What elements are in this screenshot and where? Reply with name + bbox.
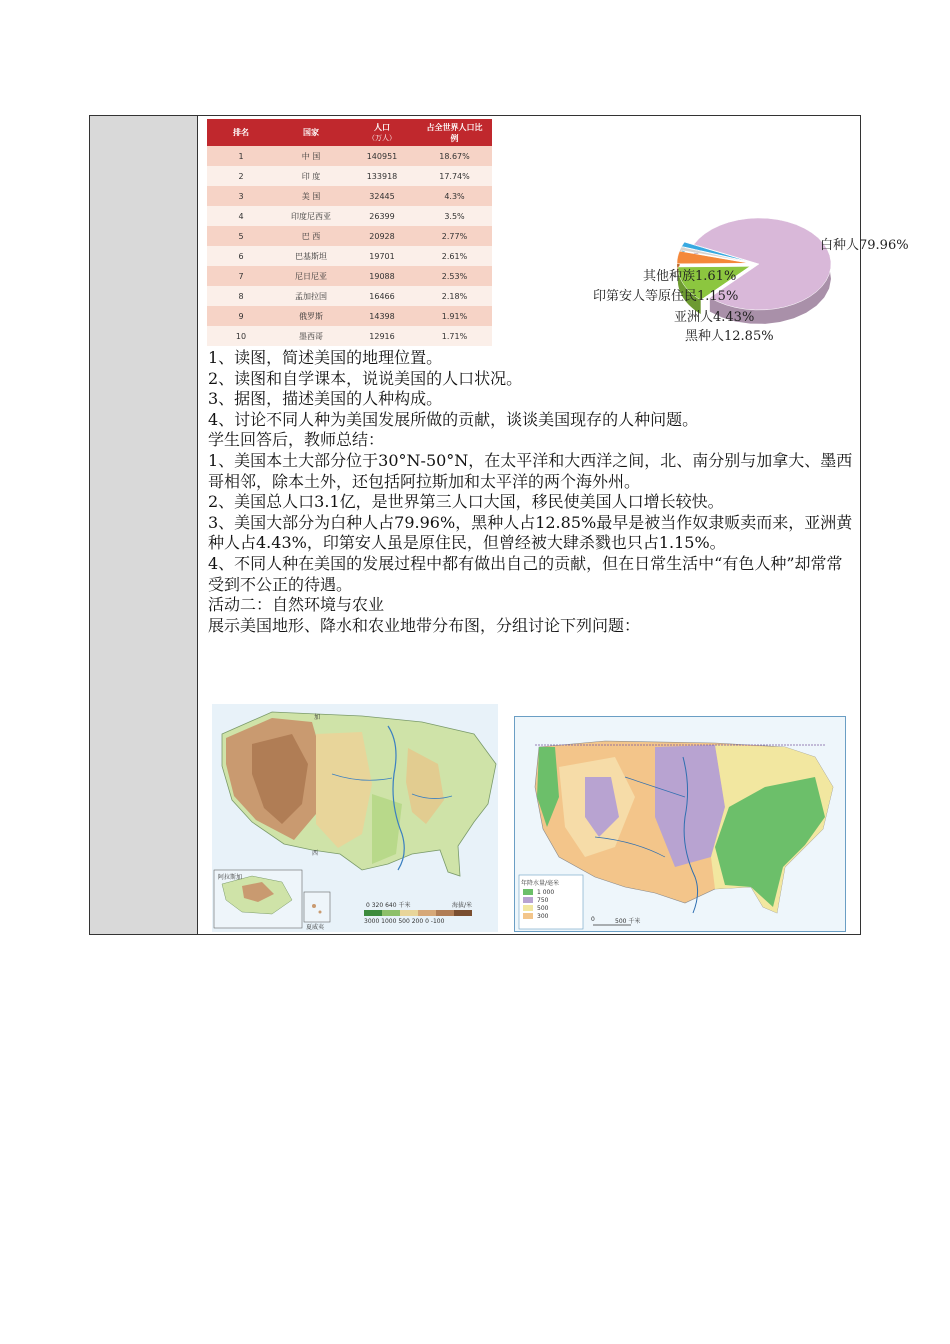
cell-rank: 6 xyxy=(207,246,275,266)
cell-population: 14398 xyxy=(347,306,417,326)
cell-share: 4.3% xyxy=(417,186,492,206)
answer-4: 4、不同人种在美国的发展过程中都有做出自己的贡献，但在日常生活中“有色人种”却常常受到不公正的待遇。 xyxy=(208,553,843,594)
cell-population: 133918 xyxy=(347,166,417,186)
header-share-line1: 占全世界人口比 xyxy=(426,122,483,132)
cell-rank: 3 xyxy=(207,186,275,206)
cell-population: 19701 xyxy=(347,246,417,266)
header-share xyxy=(417,119,492,146)
cell-rank: 1 xyxy=(207,146,275,166)
header-share-line2: 例 xyxy=(450,133,459,143)
terrain-elevation-title: 海拔/米 xyxy=(452,902,473,909)
pie-label-asian: 亚洲人4.43% xyxy=(674,310,755,325)
precip-legend-500: 500 xyxy=(537,905,549,912)
cell-share: 17.74% xyxy=(417,166,492,186)
cell-share: 1.91% xyxy=(417,306,492,326)
cell-population: 26399 xyxy=(347,206,417,226)
cell-population: 140951 xyxy=(347,146,417,166)
lesson-text xyxy=(208,348,853,636)
precip-legend-300: 300 xyxy=(537,913,549,920)
precip-map-graphic xyxy=(515,717,846,932)
answer-2: 2、美国总人口3.1亿，是世界第三人口大国，移民使美国人口增长较快。 xyxy=(208,492,724,512)
table-row xyxy=(207,266,492,286)
cell-share: 2.53% xyxy=(417,266,492,286)
header-population-label: 人口 xyxy=(374,122,390,132)
pie-label-native: 印第安人等原住民1.15% xyxy=(593,289,739,304)
cell-rank: 2 xyxy=(207,166,275,186)
precip-legend-750: 750 xyxy=(537,897,549,904)
table-row xyxy=(207,226,492,246)
answer-1: 1、美国本土大部分位于30°N-50°N，在太平洋和大西洋之间，北、南分别与加拿大、墨西哥相邻，除本土外，还包括阿拉斯加和太平洋的两个海外州。 xyxy=(208,450,853,491)
question-3: 3、据图，描述美国的人种构成。 xyxy=(208,389,443,409)
population-ranking-table xyxy=(207,119,492,346)
table-row xyxy=(207,146,492,166)
cell-country: 印度尼西亚 xyxy=(275,206,347,226)
cell-population: 12916 xyxy=(347,326,417,346)
table-row xyxy=(207,306,492,326)
precip-legend-1000: 1 000 xyxy=(537,889,555,896)
terrain-scale: 0 320 640 千米 xyxy=(366,902,411,909)
terrain-label-alaska: 阿拉斯加 xyxy=(218,874,243,881)
cell-share: 1.71% xyxy=(417,326,492,346)
cell-share: 18.67% xyxy=(417,146,492,166)
cell-share: 2.77% xyxy=(417,226,492,246)
precip-scale-label: 500 千米 xyxy=(615,918,641,925)
cell-rank: 4 xyxy=(207,206,275,226)
pie-label-white: 白种人79.96% xyxy=(820,238,909,253)
terrain-map-graphic xyxy=(212,704,498,932)
header-population xyxy=(347,119,417,146)
terrain-elevation-values: 3000 1000 500 200 0 -100 xyxy=(364,918,445,925)
cell-population: 32445 xyxy=(347,186,417,206)
answer-3: 3、美国大部分为白种人占79.96%，黑种人占12.85%最早是被当作奴隶贩卖而来，亚洲黄种人占4.43%，印第安人虽是原住民，但曾经被大肆杀戮也只占1.15%。 xyxy=(208,512,853,553)
cell-population: 20928 xyxy=(347,226,417,246)
cell-share: 3.5% xyxy=(417,206,492,226)
race-composition-pie-chart xyxy=(494,206,909,346)
cell-rank: 5 xyxy=(207,226,275,246)
activity-2-title: 活动二：自然环境与农业 xyxy=(208,595,385,615)
us-precipitation-map xyxy=(514,716,846,932)
cell-rank: 9 xyxy=(207,306,275,326)
table-row xyxy=(207,186,492,206)
cell-country: 巴基斯坦 xyxy=(275,246,347,266)
cell-rank: 7 xyxy=(207,266,275,286)
question-4: 4、讨论不同人种为美国发展所做的贡献，谈谈美国现存的人种问题。 xyxy=(208,409,699,429)
summary-intro: 学生回答后，教师总结： xyxy=(208,430,385,450)
header-rank: 排名 xyxy=(207,119,275,146)
lesson-table xyxy=(89,115,909,935)
table-header-row xyxy=(207,119,492,146)
cell-country: 孟加拉国 xyxy=(275,286,347,306)
cell-country: 俄罗斯 xyxy=(275,306,347,326)
cell-country: 美 国 xyxy=(275,186,347,206)
precip-legend-title: 年降水量/毫米 xyxy=(521,880,560,887)
header-country: 国家 xyxy=(275,119,347,146)
left-column xyxy=(90,116,198,934)
cell-share: 2.18% xyxy=(417,286,492,306)
cell-population: 19088 xyxy=(347,266,417,286)
table-row xyxy=(207,326,492,346)
precip-scale-zero: 0 xyxy=(591,916,595,923)
cell-country: 巴 西 xyxy=(275,226,347,246)
terrain-label-west: 西 xyxy=(312,850,319,857)
table-row xyxy=(207,246,492,266)
cell-rank: 8 xyxy=(207,286,275,306)
cell-population: 16466 xyxy=(347,286,417,306)
table-row xyxy=(207,206,492,226)
us-terrain-map xyxy=(212,704,498,932)
content-column xyxy=(198,116,909,934)
cell-country: 尼日尼亚 xyxy=(275,266,347,286)
cell-country: 中 国 xyxy=(275,146,347,166)
cell-rank: 10 xyxy=(207,326,275,346)
pie-label-black: 黑种人12.85% xyxy=(685,329,774,344)
pie-label-other: 其他种族1.61% xyxy=(643,269,737,284)
terrain-label-canada: 加 xyxy=(314,714,321,721)
terrain-label-hawaii: 夏威夷 xyxy=(306,924,325,931)
table-row xyxy=(207,286,492,306)
cell-country: 墨西哥 xyxy=(275,326,347,346)
table-row xyxy=(207,166,492,186)
cell-share: 2.61% xyxy=(417,246,492,266)
question-1: 1、读图，简述美国的地理位置。 xyxy=(208,348,443,367)
header-population-unit: （万人） xyxy=(368,133,396,142)
activity-2-description: 展示美国地形、降水和农业地带分布图，分组讨论下列问题： xyxy=(208,615,641,635)
cell-country: 印 度 xyxy=(275,166,347,186)
question-2: 2、读图和自学课本，说说美国的人口状况。 xyxy=(208,368,523,388)
